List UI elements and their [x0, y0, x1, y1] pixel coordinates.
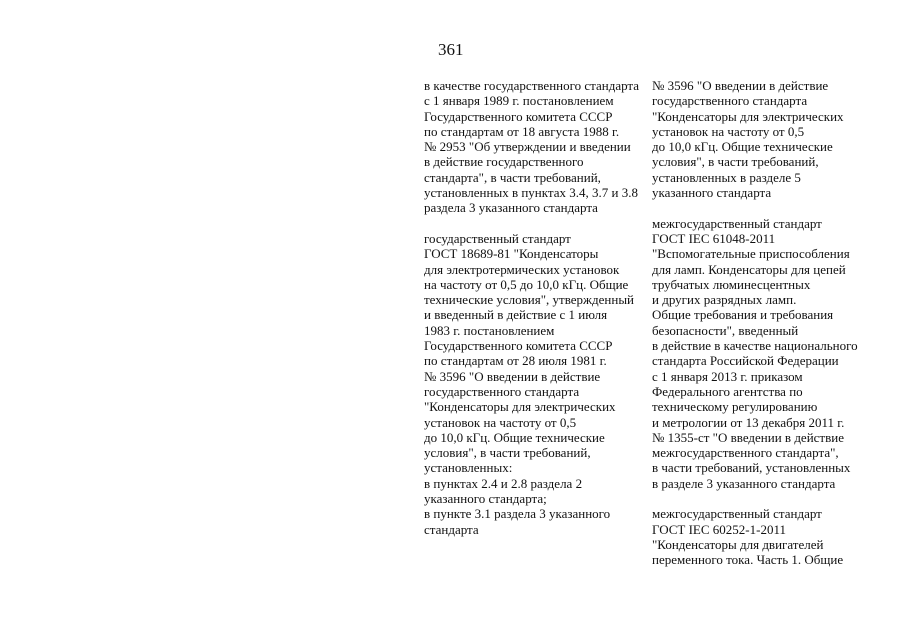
text-line: № 3596 "О введении в действие	[652, 78, 829, 93]
text-line: № 2953 "Об утверждении и введении	[424, 139, 631, 155]
text-line: "Конденсаторы для электрических	[424, 399, 616, 415]
left-paragraph-2	[424, 231, 644, 537]
left-column	[424, 78, 644, 537]
text-line: Государственного комитета СССР	[424, 108, 613, 124]
text-line: и метрологии от 13 декабря 2011 г.	[652, 414, 845, 430]
text-line: ГОСТ 18689-81 "Конденсаторы	[424, 246, 599, 262]
text-line: ГОСТ IEC 60252-1-2011	[652, 521, 786, 537]
text-line: по стандартам от 18 августа 1988 г.	[424, 123, 620, 139]
text-line: безопасности", введенный	[652, 322, 799, 338]
text-line: установок на частоту от 0,5	[424, 414, 577, 430]
text-line: межгосударственный стандарт	[652, 506, 822, 522]
left-paragraph-1	[424, 78, 644, 216]
text-line: "Конденсаторы для двигателей	[652, 536, 824, 552]
text-line: переменного тока. Часть 1. Общие	[652, 552, 844, 568]
text-line: государственного стандарта	[424, 383, 580, 399]
text-line: стандарта Российской Федерации	[652, 353, 839, 369]
page-number: 361	[438, 40, 464, 59]
text-line: и других разрядных ламп.	[652, 292, 797, 308]
text-line: раздела 3 указанного стандарта	[424, 200, 598, 216]
right-column	[652, 78, 892, 568]
text-line: по стандартам от 28 июля 1981 г.	[424, 353, 607, 369]
text-line: "Вспомогательные приспособления	[652, 246, 850, 262]
text-line: установок на частоту от 0,5	[652, 123, 805, 139]
text-line: государственный стандарт	[424, 230, 571, 246]
text-line: технические условия", утвержденный	[424, 292, 635, 308]
text-line: в качестве государственного стандарта	[424, 78, 640, 93]
text-line: до 10,0 кГц. Общие технические	[424, 429, 605, 445]
right-paragraph-1	[652, 78, 892, 200]
text-line: установленных:	[424, 460, 513, 476]
text-line: на частоту от 0,5 до 10,0 кГц. Общие	[424, 276, 629, 292]
text-line: условия", в части требований,	[424, 445, 591, 461]
text-line: "Конденсаторы для электрических	[652, 108, 844, 124]
text-line: установленных в пунктах 3.4, 3.7 и 3.8	[424, 185, 638, 201]
text-line: межгосударственного стандарта",	[652, 445, 839, 461]
text-line: условия", в части требований,	[652, 154, 819, 170]
text-line: для ламп. Конденсаторы для цепей	[652, 261, 846, 277]
text-line: установленных в разделе 5	[652, 169, 801, 185]
text-line: № 1355-ст "О введении в действие	[652, 429, 844, 445]
right-paragraph-3	[652, 506, 892, 567]
text-line: для электротермических установок	[424, 261, 620, 277]
text-line: в действие в качестве национального	[652, 338, 858, 354]
text-line: и введенный в действие с 1 июля	[424, 307, 608, 323]
text-line: указанного стандарта	[652, 185, 772, 201]
text-line: указанного стандарта;	[424, 491, 547, 507]
text-line: стандарта	[424, 521, 479, 537]
text-line: в действие государственного	[424, 154, 584, 170]
text-line: № 3596 "О введении в действие	[424, 368, 601, 384]
text-line: ГОСТ IEC 61048-2011	[652, 230, 776, 246]
text-line: в пункте 3.1 раздела 3 указанного	[424, 506, 611, 522]
text-line: с 1 января 1989 г. постановлением	[424, 93, 614, 109]
text-line: 1983 г. постановлением	[424, 322, 555, 338]
text-line: в разделе 3 указанного стандарта	[652, 475, 836, 491]
text-line: Государственного комитета СССР	[424, 338, 613, 354]
text-line: Общие требования и требования	[652, 307, 834, 323]
text-line: государственного стандарта	[652, 93, 808, 109]
text-line: Федерального агентства по	[652, 383, 803, 399]
text-line: до 10,0 кГц. Общие технические	[652, 139, 833, 155]
text-line: с 1 января 2013 г. приказом	[652, 368, 803, 384]
text-line: трубчатых люминесцентных	[652, 276, 811, 292]
right-paragraph-2	[652, 216, 892, 491]
text-line: стандарта", в части требований,	[424, 169, 601, 185]
text-line: в части требований, установленных	[652, 460, 851, 476]
text-line: техническому регулированию	[652, 399, 818, 415]
text-line: межгосударственный стандарт	[652, 215, 822, 231]
text-line: в пунктах 2.4 и 2.8 раздела 2	[424, 475, 583, 491]
